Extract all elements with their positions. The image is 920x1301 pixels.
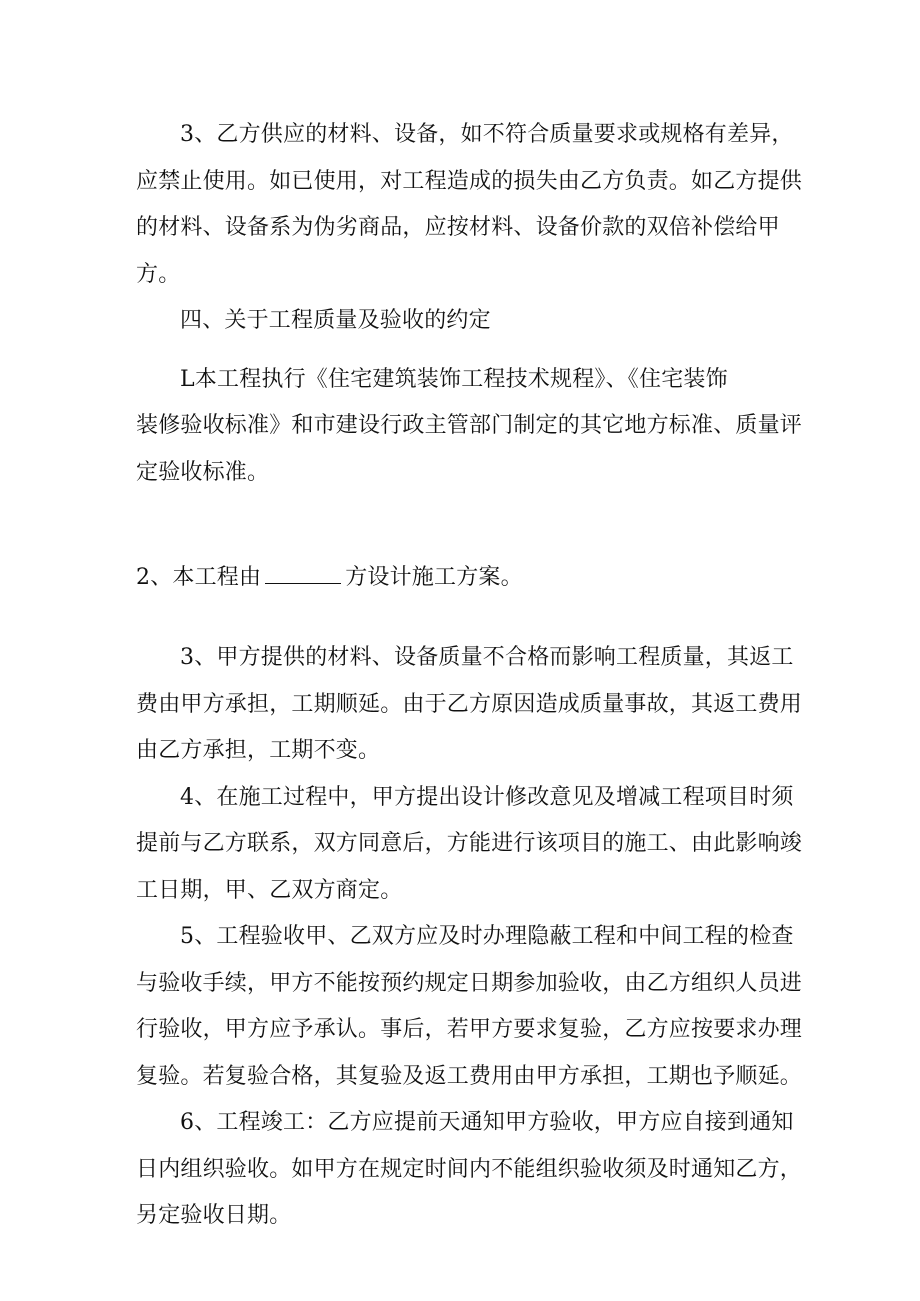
paragraph-design-plan-suffix: 方设计施工方案。 (345, 564, 523, 590)
paragraph-acceptance-procedure: 5、工程验收甲、乙双方应及时办理隐蔽工程和中间工程的检查 与验收手续，甲方不能按预约规定日期参加验收，由乙方组织人员进 行验收，甲方应予承认。事后，若甲方要求复验，乙方应按要求办理 复验。若复验合格，其复验及返工费用由甲方承担，工期也予顺延。 (136, 924, 803, 1089)
section-heading-quality-acceptance: 四、关于工程质量及验收的约定 (180, 308, 491, 333)
paragraph-standards: L本工程执行《住宅建筑装饰工程技术规程》、《住宅装饰 装修验收标准》和市建设行政主管部门制定的其它地方标准、质量评 定验收标准。 (136, 366, 803, 485)
paragraph-design-plan (136, 508, 820, 601)
paragraph-design-modification: 4、在施工过程中，甲方提出设计修改意见及增减工程项目时须 提前与乙方联系，双方同意后，方能进行该项目的施工、由此影响竣 工日期，甲、乙双方商定。 (136, 784, 803, 903)
paragraph-design-plan-prefix: 2、本工程由 (136, 564, 262, 590)
fill-in-blank-line (265, 561, 341, 584)
paragraph-material-supply: 3、乙方供应的材料、设备，如不符合质量要求或规格有差异， 应禁止使用。如已使用，对工程造成的损失由乙方负责。如乙方提供 的材料、设备系为伪劣商品，应按材料、设备价款的双倍补偿给甲方。 (136, 122, 803, 287)
paragraph-completion: 6、工程竣工：乙方应提前天通知甲方验收，甲方应自接到通知 日内组织验收。如甲方在规定时间内不能组织验收须及时通知乙方， 另定验收日期。 (136, 1110, 803, 1228)
paragraph-material-quality: 3、甲方提供的材料、设备质量不合格而影响工程质量，其返工 费由甲方承担，工期顺延。由于乙方原因造成质量事故，其返工费用 由乙方承担，工期不变。 (136, 645, 803, 763)
